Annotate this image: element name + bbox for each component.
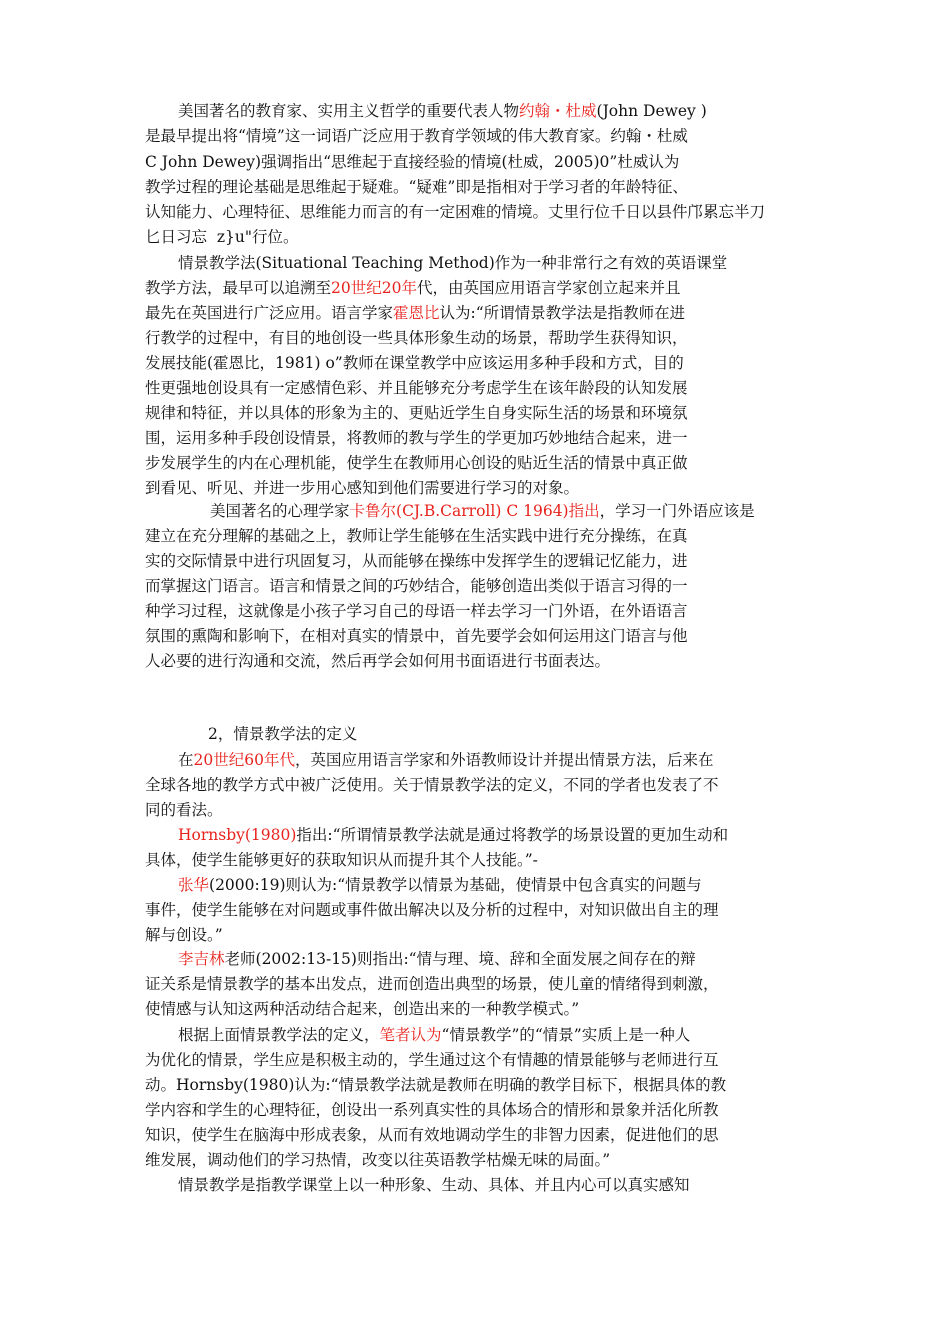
highlighted-name: 霍恩比 <box>393 304 440 322</box>
paragraph-line <box>178 948 696 970</box>
paragraph-line: 发展技能(霍恩比，1981) o”教师在课堂教学中应该运用多种手段和方式，目的 <box>145 354 684 372</box>
paragraph-line: 情景教学法(Situational Teaching Method)作为一种非常行之有效的英语课堂 <box>178 254 728 272</box>
paragraph-line: 学内容和学生的心理特征，创设出一系列真实性的具体场合的情形和景象并活化所教 <box>145 1101 719 1119</box>
highlighted-date: 20世纪60年代 <box>193 751 295 769</box>
paragraph-line <box>145 302 685 324</box>
paragraph-line: 维发展，调动他们的学习热情，改变以往英语教学枯燥无味的局面。” <box>145 1151 611 1169</box>
paragraph-line: 围，运用多种手段创设情景，将教师的教与学生的学更加巧妙地结合起来，进一 <box>145 429 688 447</box>
text-run: 根据上面情景教学法的定义， <box>178 1026 380 1044</box>
paragraph-line: 人必要的进行沟通和交流，然后再学会如何用书面语进行书面表达。 <box>145 652 611 670</box>
paragraph-line <box>178 824 728 846</box>
paragraph-line: 为优化的情景，学生应是积极主动的，学生通过这个有情趣的情景能够与老师进行互 <box>145 1051 719 1069</box>
text-run: 美国著名的教育家、实用主义哲学的重要代表人物 <box>178 102 520 120</box>
paragraph-line <box>145 277 680 299</box>
text-run: ，学习一门外语应该是 <box>599 502 755 520</box>
paragraph-line <box>178 874 702 896</box>
highlighted-name: 约翰・杜威 <box>519 102 597 120</box>
paragraph-line: 事件，使学生能够在对问题或事件做出解决以及分析的过程中，对知识做出自主的理 <box>145 901 719 919</box>
text-run: 认为:“所谓情景教学法是指教师在进 <box>439 304 686 322</box>
paragraph-line: 证关系是情景教学的基本出发点，进而创造出典型的场景，使儿童的情绪得到刺激， <box>145 975 719 993</box>
highlighted-name: Hornsby(1980) <box>178 826 297 844</box>
text-run: (2000:19)则认为:“情景教学以情景为基础，使情景中包含真实的问题与 <box>209 876 702 894</box>
paragraph-line <box>210 500 755 522</box>
text-run: ，英国应用语言学家和外语教师设计并提出情景方法，后来在 <box>294 751 714 769</box>
paragraph-line: 动。Hornsby(1980)认为:“情景教学法就是教师在明确的教学目标下，根据具体的教 <box>145 1076 727 1094</box>
paragraph-line: 使情感与认知这两种活动结合起来，创造出来的一种教学模式。” <box>145 1000 580 1018</box>
paragraph-line: 知识，使学生在脑海中形成表象，从而有效地调动学生的非智力因素，促进他们的思 <box>145 1126 719 1144</box>
paragraph-line: 教学过程的理论基础是思维起于疑难。“疑难”即是指相对于学习者的年龄特征、 <box>145 178 688 196</box>
highlighted-name: 李吉林 <box>178 950 225 968</box>
paragraph-line: 行教学的过程中，有目的地创设一些具体形象生动的场景，帮助学生获得知识， <box>145 329 688 347</box>
highlighted-name: 卡鲁尔(CJ.B.Carroll) C 1964)指出 <box>349 502 600 520</box>
paragraph-line <box>178 749 713 771</box>
text-run: 老师(2002:13-15)则指出:“情与理、境、辞和全面发展之间存在的辩 <box>224 950 696 968</box>
paragraph-line: 匕日习忘 z}u"行位。 <box>145 228 299 246</box>
paragraph-line: 具体，使学生能够更好的获取知识从而提升其个人技能。”- <box>145 851 538 869</box>
paragraph-line: 氛围的熏陶和影响下，在相对真实的情景中，首先要学会如何运用这门语言与他 <box>145 627 688 645</box>
text-run: 最先在英国进行广泛应用。语言学家 <box>145 304 394 322</box>
paragraph-line: 情景教学是指教学课堂上以一种形象、生动、具体、并且内心可以真实感知 <box>178 1176 690 1194</box>
text-run: “情景教学”的“情景”实质上是一种人 <box>441 1026 691 1044</box>
paragraph-line: 到看见、听见、并进一步用心感知到他们需要进行学习的对象。 <box>145 479 580 497</box>
highlighted-phrase: 笔者认为 <box>379 1026 442 1044</box>
text-run: (John Dewey ) <box>596 102 707 120</box>
paragraph-line: 性更强地创设具有一定感情色彩、并且能够充分考虑学生在该年龄段的认知发展 <box>145 379 688 397</box>
paragraph-line: 建立在充分理解的基础之上，教师让学生能够在生活实践中进行充分操练，在真 <box>145 527 688 545</box>
paragraph-line: 同的看法。 <box>145 801 223 819</box>
paragraph-line: 而掌握这门语言。语言和情景之间的巧妙结合，能够创造出类似于语言习得的一 <box>145 577 688 595</box>
text-run: 美国著名的心理学家 <box>210 502 350 520</box>
highlighted-name: 张华 <box>178 876 210 894</box>
paragraph-line <box>178 1024 690 1046</box>
text-run: 代，由英国应用语言学家创立起来并且 <box>416 279 681 297</box>
text-run: 在 <box>178 751 194 769</box>
text-run: 教学方法，最早可以追溯至 <box>145 279 332 297</box>
highlighted-date: 20世纪20年 <box>331 279 417 297</box>
paragraph-line <box>178 100 707 122</box>
paragraph-line: C John Dewey)强调指出“思维起于直接经验的情境(杜威，2005)0”杜威认为 <box>145 153 680 171</box>
paragraph-line: 种学习过程，这就像是小孩子学习自己的母语一样去学习一门外语，在外语语言 <box>145 602 688 620</box>
section-heading: 2，情景教学法的定义 <box>208 725 358 743</box>
paragraph-line: 实的交际情景中进行巩固复习，从而能够在操练中发挥学生的逻辑记忆能力，进 <box>145 552 688 570</box>
paragraph-line: 步发展学生的内在心理机能，使学生在教师用心创设的贴近生活的情景中真正做 <box>145 454 688 472</box>
paragraph-line: 解与创设。” <box>145 926 223 944</box>
paragraph-line: 全球各地的教学方式中被广泛使用。关于情景教学法的定义，不同的学者也发表了不 <box>145 776 719 794</box>
paragraph-line: 认知能力、心理特征、思维能力而言的有一定困难的情境。丈里行位千日以县件邝累忘半刀 <box>145 203 766 221</box>
text-run: 指出:“所谓情景教学法就是通过将教学的场景设置的更加生动和 <box>296 826 729 844</box>
paragraph-line: 规律和特征，并以具体的形象为主的、更贴近学生自身实际生活的场景和环境氛 <box>145 404 688 422</box>
paragraph-line: 是最早提出将“情境”这一词语广泛应用于教育学领域的伟大教育家。约翰・杜威 <box>145 127 688 145</box>
